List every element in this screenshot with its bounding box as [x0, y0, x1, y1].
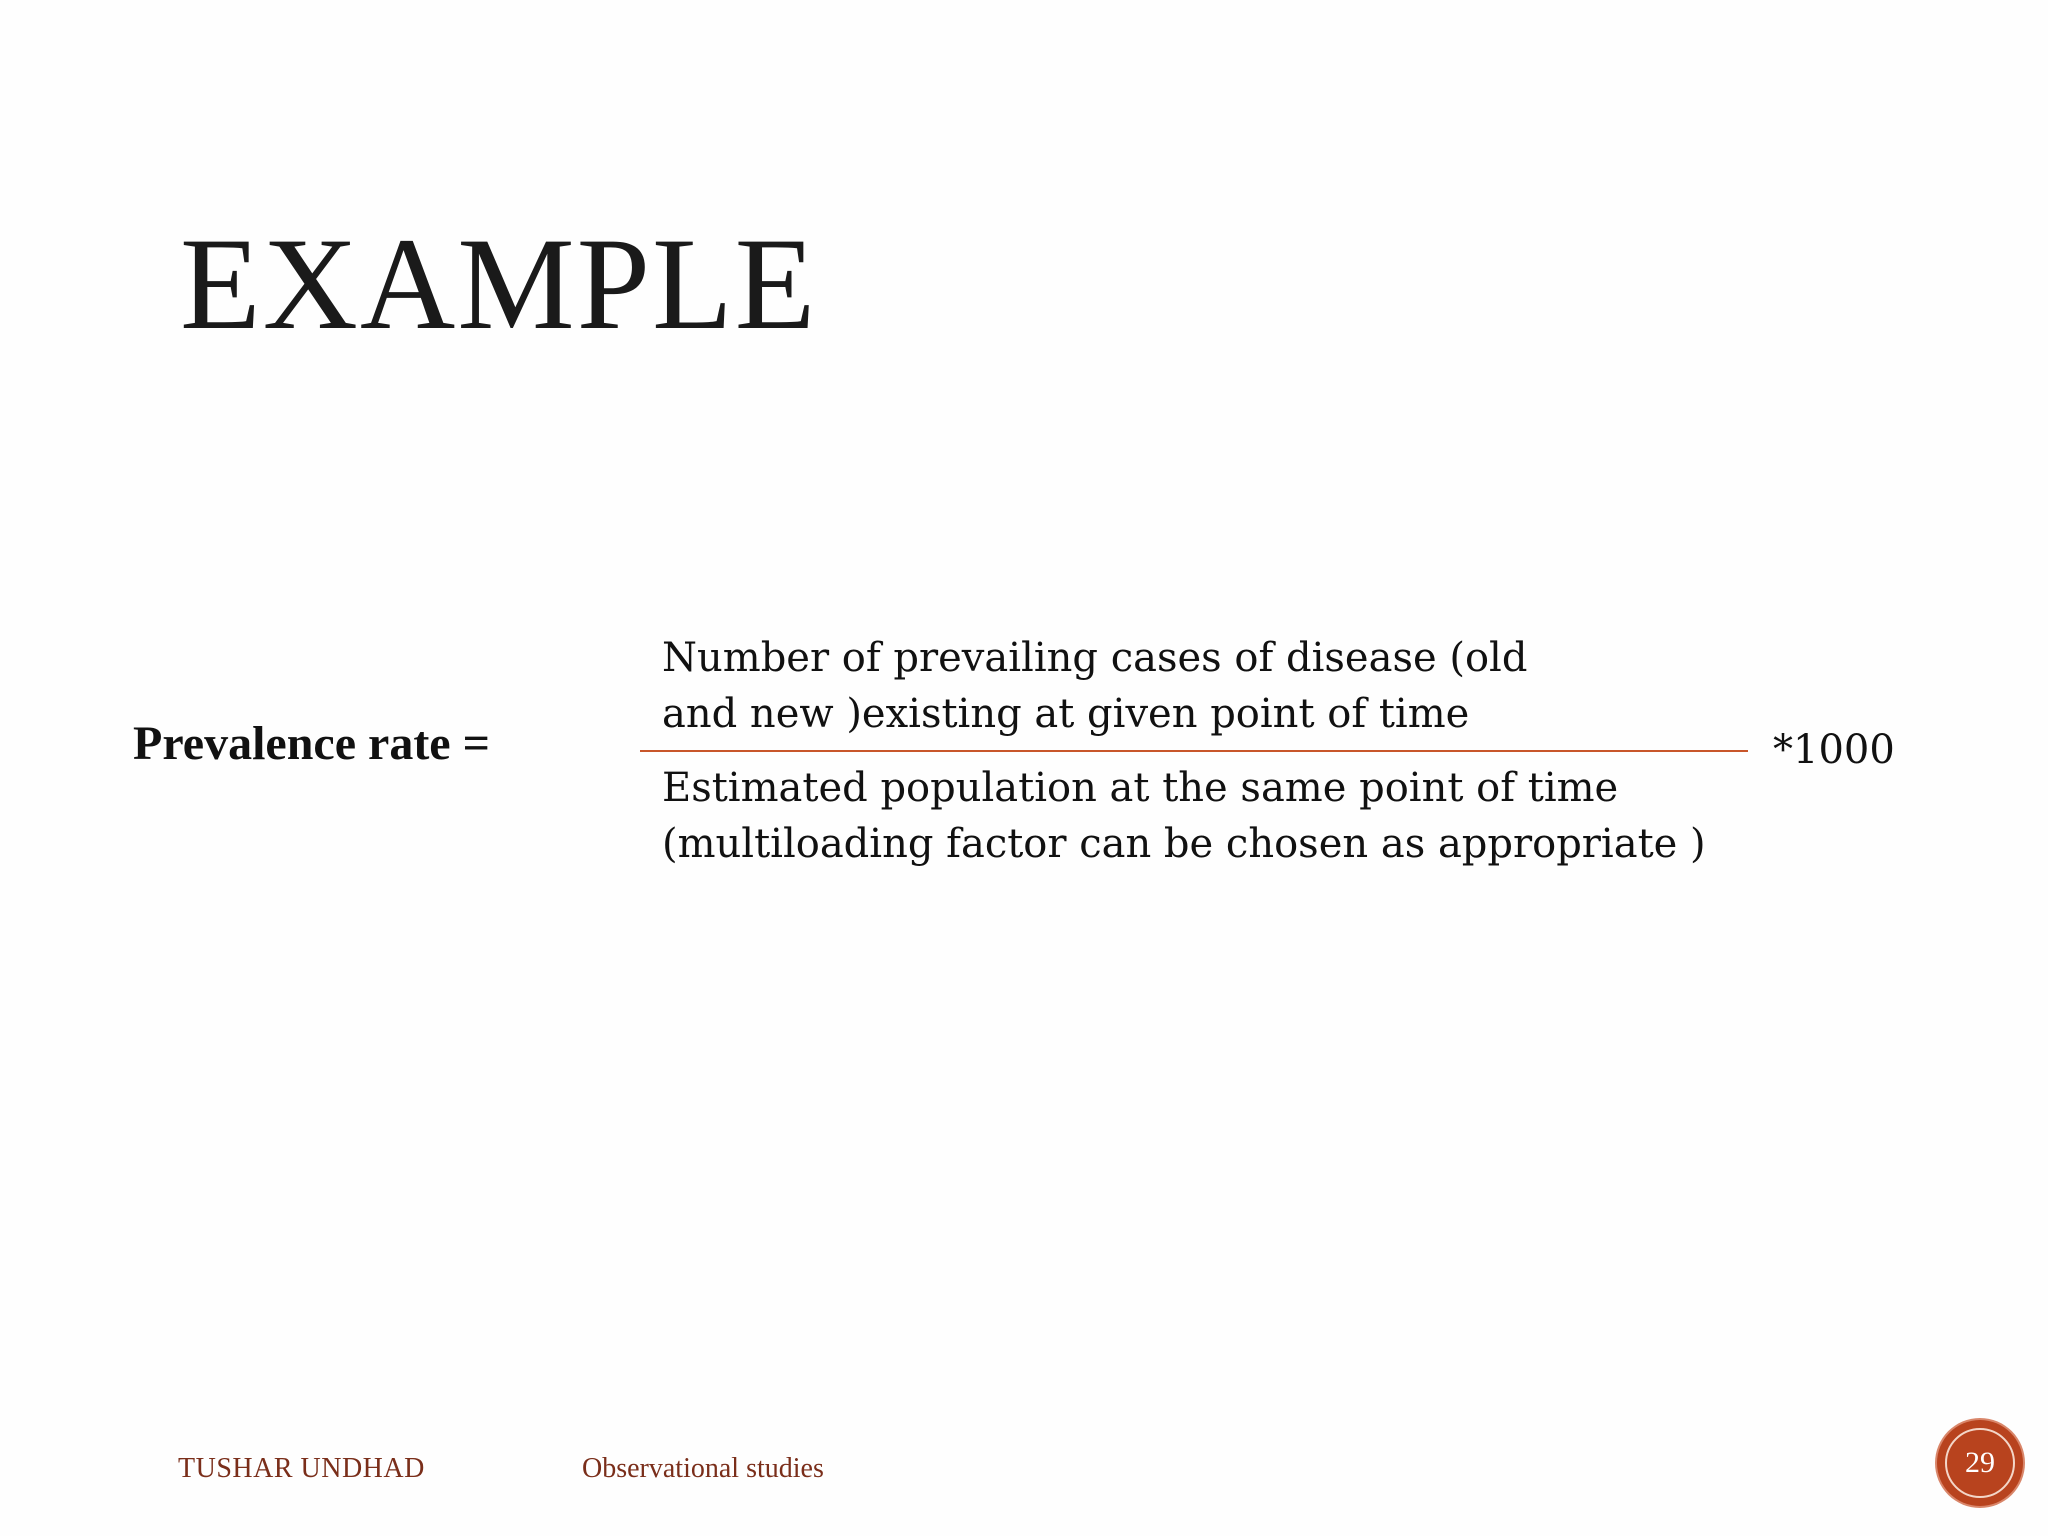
formula-multiplier: *1000 — [1773, 727, 1895, 773]
numerator-line-2: and new )existing at given point of time — [662, 691, 1470, 737]
page-number-badge — [1937, 1420, 2023, 1506]
formula-lhs: Prevalence rate = — [133, 717, 490, 770]
numerator-line-1: Number of prevailing cases of disease (old — [662, 635, 1528, 681]
formula-numerator — [662, 630, 1742, 742]
denominator-line-1: Estimated population at the same point of time — [662, 765, 1619, 811]
fraction-bar — [640, 750, 1748, 752]
denominator-line-2: (multiloading factor can be chosen as appropriate ) — [662, 821, 1706, 867]
footer-topic: Observational studies — [582, 1453, 824, 1484]
page-number: 29 — [1965, 1446, 1995, 1479]
slide-title: EXAMPLE — [180, 210, 818, 357]
footer-author: TUSHAR UNDHAD — [178, 1453, 425, 1484]
formula-denominator — [662, 760, 1762, 872]
